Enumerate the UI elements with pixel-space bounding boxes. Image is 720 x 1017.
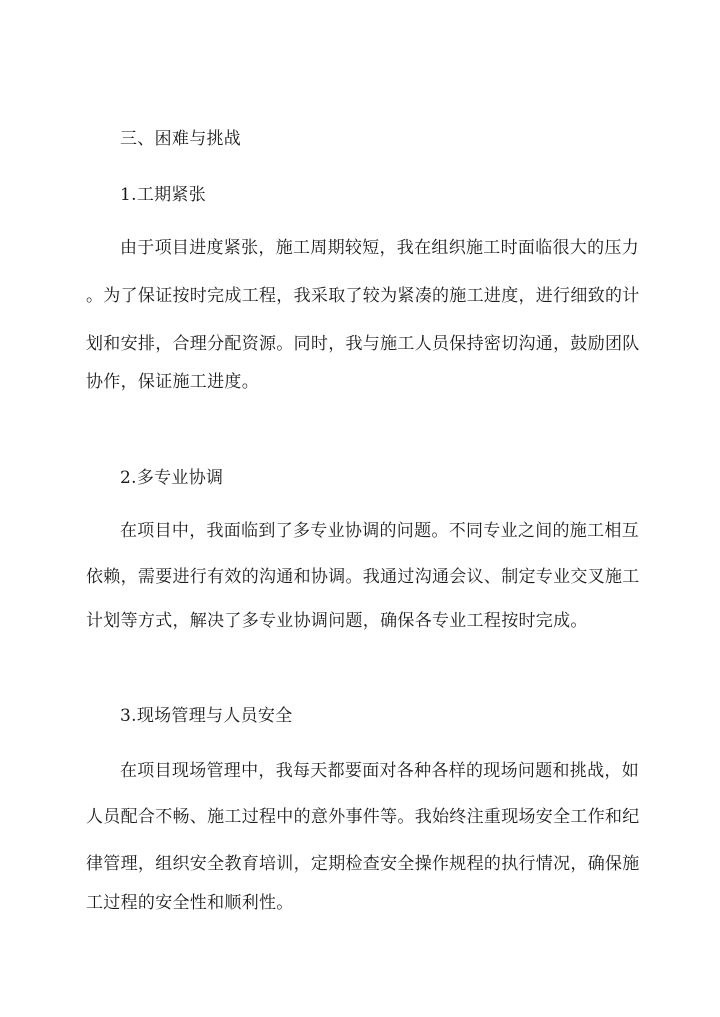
item-heading-coordination: 2.多专业协调	[120, 468, 224, 488]
paragraph-line: 在项目现场管理中，我每天都要面对各种各样的现场问题和挑战，如	[120, 761, 639, 781]
section-title: 三、困难与挑战	[120, 129, 242, 149]
paragraph-line: 。为了保证按时完成工程，我采取了较为紧凑的施工进度，进行细致的计	[86, 286, 640, 306]
paragraph-line: 划和安排，合理分配资源。同时，我与施工人员保持密切沟通，鼓励团队	[86, 334, 640, 354]
paragraph-line: 律管理，组织安全教育培训，定期检查安全操作规程的执行情况，确保施	[86, 854, 640, 874]
paragraph-line: 由于项目进度紧张，施工周期较短，我在组织施工时面临很大的压力	[120, 238, 639, 258]
paragraph-line: 计划等方式，解决了多专业协调问题，确保各专业工程按时完成。	[86, 611, 588, 631]
paragraph-line: 依赖，需要进行有效的沟通和协调。我通过沟通会议、制定专业交叉施工	[86, 567, 640, 587]
paragraph-line: 协作，保证施工进度。	[86, 372, 259, 392]
item-heading-schedule: 1.工期紧张	[120, 185, 207, 205]
paragraph-line: 在项目中，我面临到了多专业协调的问题。不同专业之间的施工相互	[120, 521, 639, 541]
item-heading-site-safety: 3.现场管理与人员安全	[120, 706, 293, 726]
paragraph-line: 工过程的安全性和顺利性。	[86, 893, 294, 913]
paragraph-line: 人员配合不畅、施工过程中的意外事件等。我始终注重现场安全工作和纪	[86, 807, 640, 827]
